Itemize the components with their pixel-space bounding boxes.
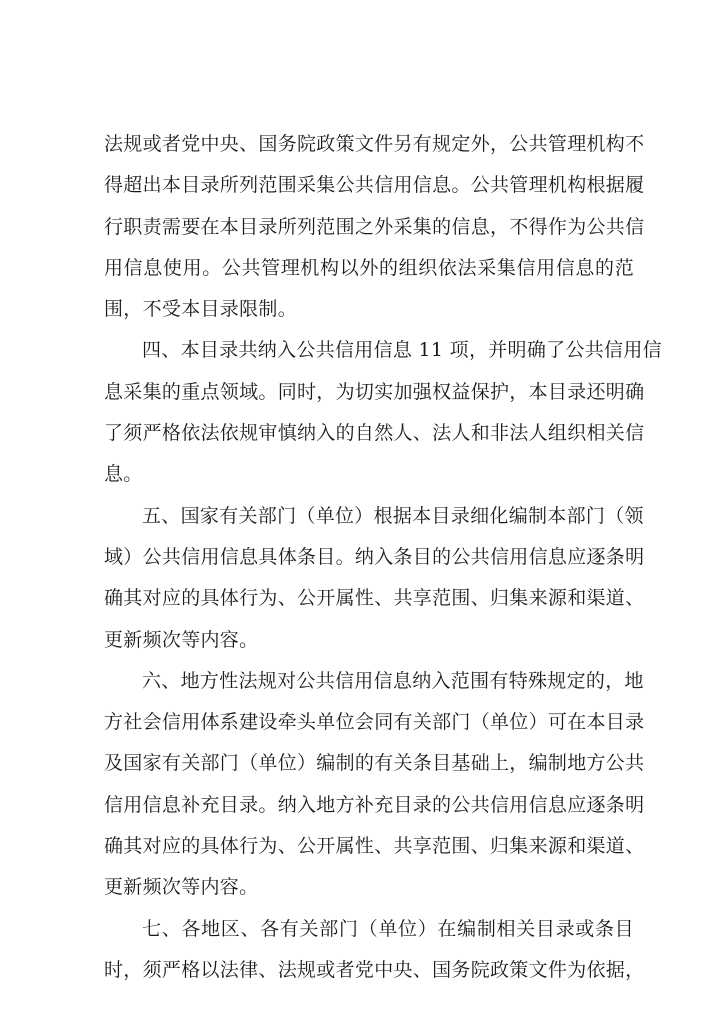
document-body xyxy=(104,124,662,991)
text-line: 确其对应的具体行为、公开属性、共享范围、归集来源和渠道、 xyxy=(104,587,645,610)
text-line: 得超出本目录所列范围采集公共信用信息。公共管理机构根据履 xyxy=(104,174,645,197)
paragraph-first-line: 四、本目录共纳入公共信用信息 11 项，并明确了公共信用信 xyxy=(142,339,662,362)
text-line: 方社会信用体系建设牵头单位会同有关部门（单位）可在本目录 xyxy=(104,711,645,734)
text-line: 域）公共信用信息具体条目。纳入条目的公共信用信息应逐条明 xyxy=(104,545,645,568)
text-line: 更新频次等内容。 xyxy=(104,628,259,651)
text-line: 息采集的重点领域。同时，为切实加强权益保护，本目录还明确 xyxy=(104,380,645,403)
text-line: 行职责需要在本目录所列范围之外采集的信息，不得作为公共信 xyxy=(104,215,645,238)
paragraph-first-line: 五、国家有关部门（单位）根据本目录细化编制本部门（领 xyxy=(142,504,644,527)
paragraph-first-line: 七、各地区、各有关部门（单位）在编制相关目录或条目 xyxy=(142,917,634,940)
text-line: 用信息使用。公共管理机构以外的组织依法采集信用信息的范 xyxy=(104,256,634,279)
text-line: 法规或者党中央、国务院政策文件另有规定外，公共管理机构不 xyxy=(104,133,645,155)
text-line: 确其对应的具体行为、公开属性、共享范围、归集来源和渠道、 xyxy=(104,835,645,858)
text-line: 围，不受本目录限制。 xyxy=(104,298,298,321)
text-line: 息。 xyxy=(104,463,143,486)
text-line: 及国家有关部门（单位）编制的有关条目基础上，编制地方公共 xyxy=(104,752,645,775)
text-line: 更新频次等内容。 xyxy=(104,876,259,899)
text-line: 了须严格依法依规审慎纳入的自然人、法人和非法人组织相关信 xyxy=(104,422,645,445)
text-line: 时，须严格以法律、法规或者党中央、国务院政策文件为依据， xyxy=(104,958,645,981)
paragraph-first-line: 六、地方性法规对公共信用信息纳入范围有特殊规定的，地 xyxy=(142,669,644,692)
text-line: 信用信息补充目录。纳入地方补充目录的公共信用信息应逐条明 xyxy=(104,793,645,816)
